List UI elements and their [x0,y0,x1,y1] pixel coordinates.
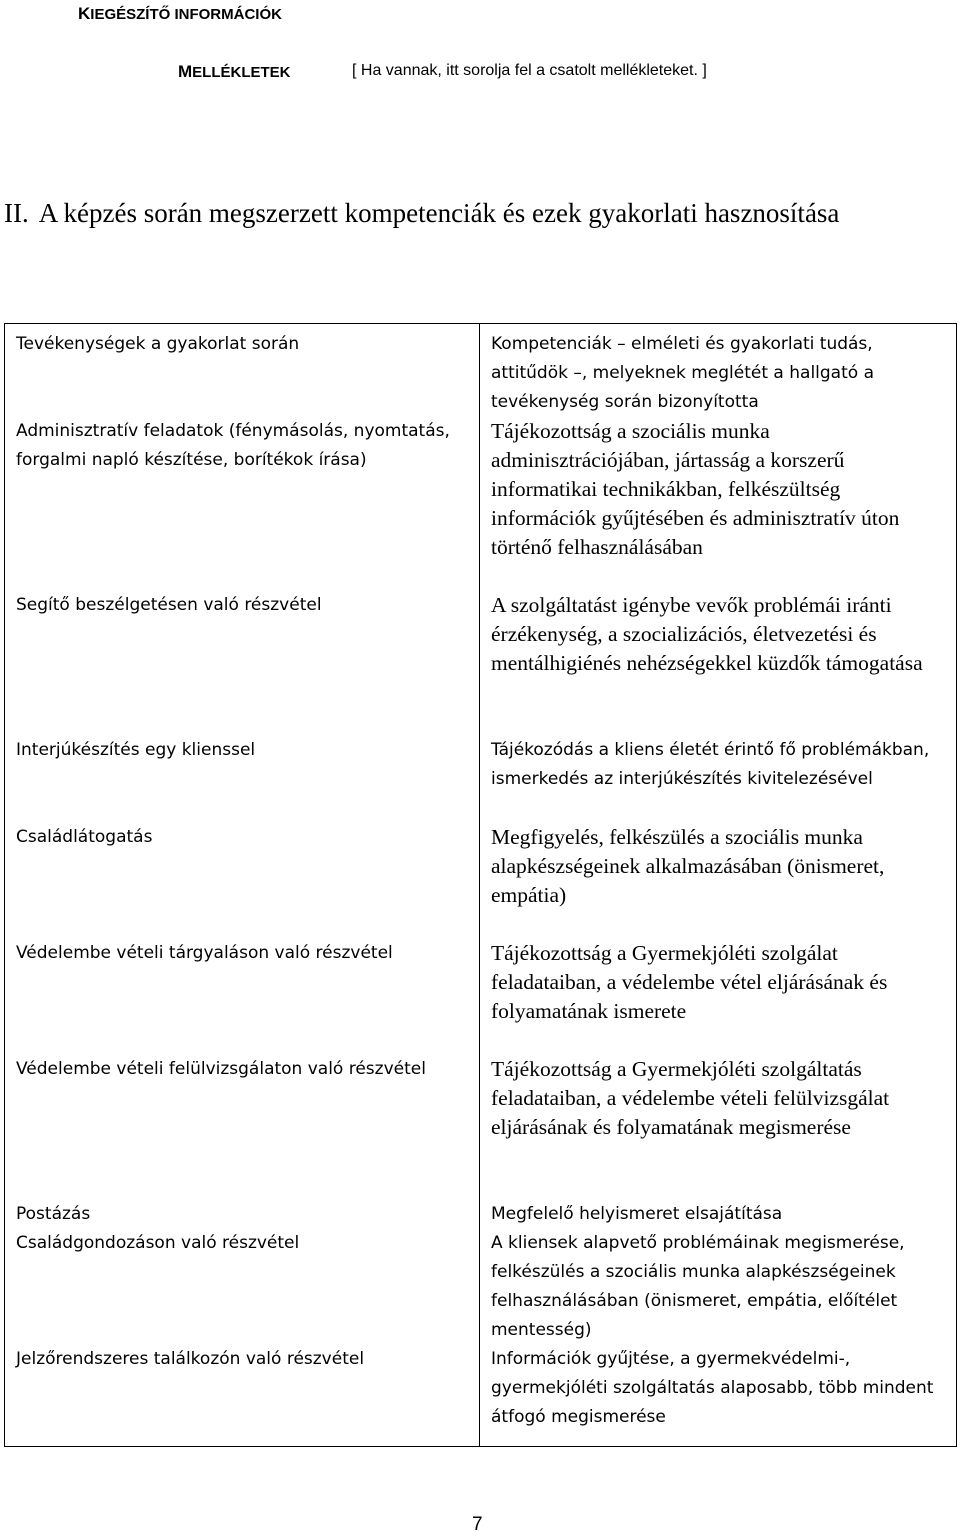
supplement-heading: KIEGÉSZÍTŐ INFORMÁCIÓK [78,4,282,23]
competence-cell: Tájékozottság a Gyermekjóléti szolgálat feladataiban, a védelembe vétel eljárásának és folyamatának ismerete [480,939,957,1055]
table-row [5,823,957,939]
competence-cell: Információk gyűjtése, a gyermekvédelmi-, gyermekjóléti szolgáltatás alaposabb, több mindent átfogó megismerése [480,1345,957,1447]
table-row [5,1055,957,1200]
table-header-right: Kompetenciák – elméleti és gyakorlati tudás, attitűdök –, melyeknek meglétét a hallgató a tevékenység során bizonyította [480,324,957,418]
competence-cell: A szolgáltatást igénybe vevők problémái iránti érzékenység, a szocializációs, életvezetési és mentálhigiénés nehézségekkel küzdők támogatása [480,591,957,736]
attachments-note: [ Ha vannak, itt sorolja fel a csatolt mellékleteket. ] [352,62,707,79]
table-row [5,417,957,591]
section-title [4,194,944,232]
activity-cell: Védelembe vételi tárgyaláson való részvétel [5,939,480,1055]
table-row [5,1345,957,1447]
competence-table [4,323,957,1447]
activity-cell: Adminisztratív feladatok (fénymásolás, nyomtatás, forgalmi napló készítése, borítékok írása) [5,417,480,591]
table-row [5,1229,957,1345]
competence-cell: Megfigyelés, felkészülés a szociális munka alapkészségeinek alkalmazásában (önismeret, empátia) [480,823,957,939]
competence-cell: Tájékozottság a szociális munka adminisztrációjában, jártasság a korszerű informatikai technikákban, felkészültség információk gyűjtésében és adminisztratív úton történő felhasználásában [480,417,957,591]
activity-cell: Interjúkészítés egy klienssel [5,736,480,823]
competence-cell: Tájékozódás a kliens életét érintő fő problémákban, ismerkedés az interjúkészítés kivitelezésével [480,736,957,823]
competence-cell: A kliensek alapvető problémáinak megismerése, felkészülés a szociális munka alapkészségeinek felhasználásában (önismeret, empátia, előítélet mentesség) [480,1229,957,1345]
table-header-left: Tevékenységek a gyakorlat során [5,324,480,418]
competence-cell: Tájékozottság a Gyermekjóléti szolgáltatás feladataiban, a védelembe vételi felülvizsgálat eljárásának és folyamatának megismerése [480,1055,957,1200]
activity-cell: Védelembe vételi felülvizsgálaton való részvétel [5,1055,480,1200]
attachments-heading: MELLÉKLETEK [178,62,291,81]
table-row [5,591,957,736]
activity-cell: Családlátogatás [5,823,480,939]
activity-cell: Segítő beszélgetésen való részvétel [5,591,480,736]
table-header-row [5,324,957,418]
table-row [5,1200,957,1229]
section-title-text: A képzés során megszerzett kompetenciák és ezek gyakorlati hasznosítása [38,198,840,228]
activity-cell: Jelzőrendszeres találkozón való részvétel [5,1345,480,1447]
table-row [5,939,957,1055]
competence-cell: Megfelelő helyismeret elsajátítása [480,1200,957,1229]
section-number: II. [4,198,29,228]
table-row [5,736,957,823]
activity-cell: Postázás [5,1200,480,1229]
activity-cell: Családgondozáson való részvétel [5,1229,480,1345]
page-number: 7 [472,1514,483,1535]
